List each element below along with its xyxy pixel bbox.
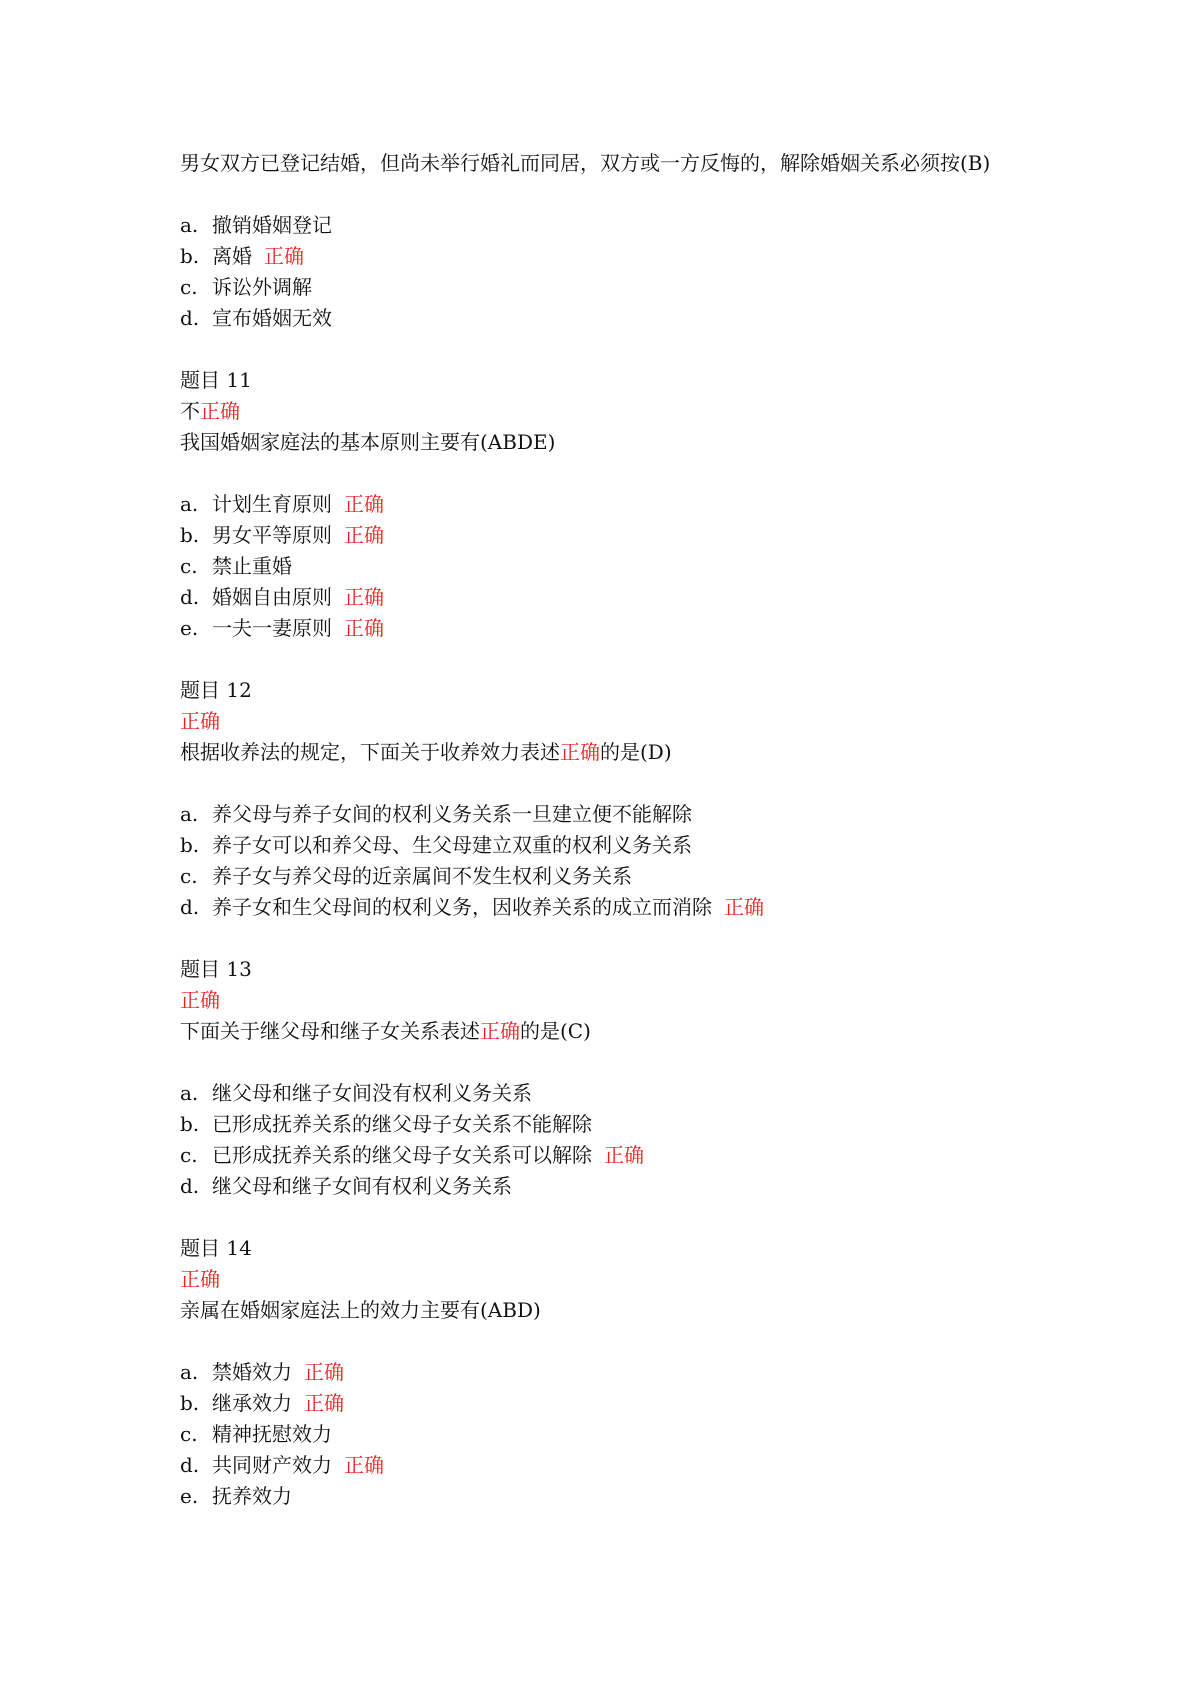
stem-text: 下面关于继父母和继子女关系表述 xyxy=(180,1019,480,1043)
status-prefix: 不 xyxy=(180,399,200,423)
q12-option-b xyxy=(180,830,1080,861)
stem-text: 的是(C) xyxy=(520,1019,591,1043)
stem-text: 根据收养法的规定，下面关于收养效力表述 xyxy=(180,740,560,764)
option-text: 养子女可以和养父母、生父母建立双重的权利义务关系 xyxy=(212,833,692,857)
q12-option-d xyxy=(180,892,1080,923)
option-text: 撤销婚姻登记 xyxy=(212,213,332,237)
option-letter: a. xyxy=(180,492,199,516)
correct-mark: 正确 xyxy=(344,1453,384,1477)
option-letter: c. xyxy=(180,864,198,888)
option-letter: a. xyxy=(180,1081,199,1105)
option-letter: b. xyxy=(180,833,200,857)
q11-status xyxy=(180,396,1080,427)
option-letter: d. xyxy=(180,585,200,609)
q11-stem: 我国婚姻家庭法的基本原则主要有(ABDE) xyxy=(180,430,556,454)
q14-option-c xyxy=(180,1419,1080,1450)
option-text: 已形成抚养关系的继父母子女关系不能解除 xyxy=(212,1112,592,1136)
option-text: 婚姻自由原则 xyxy=(212,585,332,609)
q12-option-c xyxy=(180,861,1080,892)
q13-title: 题目 13 xyxy=(180,957,252,981)
correct-mark: 正确 xyxy=(264,244,304,268)
q12-option-a xyxy=(180,799,1080,830)
option-letter: d. xyxy=(180,306,200,330)
stem-red-text: 正确 xyxy=(480,1019,520,1043)
option-letter: a. xyxy=(180,1360,199,1384)
correct-mark: 正确 xyxy=(344,492,384,516)
option-letter: c. xyxy=(180,1143,198,1167)
option-text: 养子女与养父母的近亲属间不发生权利义务关系 xyxy=(212,864,632,888)
correct-mark: 正确 xyxy=(604,1143,644,1167)
q13-option-b xyxy=(180,1109,1080,1140)
option-text: 抚养效力 xyxy=(212,1484,292,1508)
q12-status: 正确 xyxy=(180,709,220,733)
correct-mark: 正确 xyxy=(724,895,764,919)
correct-mark: 正确 xyxy=(344,616,384,640)
option-text: 禁止重婚 xyxy=(212,554,292,578)
q14-option-a xyxy=(180,1357,1080,1388)
option-text: 养子女和生父母间的权利义务，因收养关系的成立而消除 xyxy=(212,895,712,919)
q13-status: 正确 xyxy=(180,988,220,1012)
q13-stem xyxy=(180,1016,1080,1047)
option-letter: e. xyxy=(180,1484,199,1508)
q12-stem xyxy=(180,737,1080,768)
option-text: 离婚 xyxy=(212,244,252,268)
spacer xyxy=(180,458,1080,489)
q11-option-d xyxy=(180,582,1080,613)
status-red: 正确 xyxy=(200,399,240,423)
q14-option-d xyxy=(180,1450,1080,1481)
q11-option-b xyxy=(180,520,1080,551)
option-letter: c. xyxy=(180,1422,198,1446)
option-letter: c. xyxy=(180,275,198,299)
option-letter: b. xyxy=(180,1112,200,1136)
option-text: 一夫一妻原则 xyxy=(212,616,332,640)
q13-option-a xyxy=(180,1078,1080,1109)
q10-option-b xyxy=(180,241,1080,272)
q11-option-c xyxy=(180,551,1080,582)
q14-stem: 亲属在婚姻家庭法上的效力主要有(ABD) xyxy=(180,1298,541,1322)
option-letter: b. xyxy=(180,523,200,547)
q10-stem: 男女双方已登记结婚，但尚未举行婚礼而同居，双方或一方反悔的，解除婚姻关系必须按(B) xyxy=(180,151,991,175)
option-text: 继父母和继子女间没有权利义务关系 xyxy=(212,1081,532,1105)
option-text: 男女平等原则 xyxy=(212,523,332,547)
q14-option-b xyxy=(180,1388,1080,1419)
option-letter: c. xyxy=(180,554,198,578)
spacer xyxy=(180,644,1080,675)
correct-mark: 正确 xyxy=(344,523,384,547)
spacer xyxy=(180,334,1080,365)
q12-title: 题目 12 xyxy=(180,678,252,702)
option-letter: d. xyxy=(180,1174,200,1198)
q11-option-e xyxy=(180,613,1080,644)
option-text: 继父母和继子女间有权利义务关系 xyxy=(212,1174,512,1198)
option-text: 养父母与养子女间的权利义务关系一旦建立便不能解除 xyxy=(212,802,692,826)
q10-option-c xyxy=(180,272,1080,303)
option-letter: a. xyxy=(180,213,199,237)
q13-option-d xyxy=(180,1171,1080,1202)
correct-mark: 正确 xyxy=(304,1391,344,1415)
q13-option-c xyxy=(180,1140,1080,1171)
spacer xyxy=(180,923,1080,954)
option-letter: e. xyxy=(180,616,199,640)
spacer xyxy=(180,179,1080,210)
document-page xyxy=(180,148,1080,1512)
spacer xyxy=(180,1047,1080,1078)
option-letter: b. xyxy=(180,1391,200,1415)
option-text: 继承效力 xyxy=(212,1391,292,1415)
correct-mark: 正确 xyxy=(304,1360,344,1384)
q14-option-e xyxy=(180,1481,1080,1512)
option-letter: d. xyxy=(180,895,200,919)
option-text: 已形成抚养关系的继父母子女关系可以解除 xyxy=(212,1143,592,1167)
option-text: 宣布婚姻无效 xyxy=(212,306,332,330)
option-text: 禁婚效力 xyxy=(212,1360,292,1384)
stem-text: 的是(D) xyxy=(600,740,672,764)
q11-title: 题目 11 xyxy=(180,368,252,392)
option-text: 共同财产效力 xyxy=(212,1453,332,1477)
spacer xyxy=(180,768,1080,799)
q14-status: 正确 xyxy=(180,1267,220,1291)
option-letter: d. xyxy=(180,1453,200,1477)
stem-red-text: 正确 xyxy=(560,740,600,764)
option-letter: a. xyxy=(180,802,199,826)
spacer xyxy=(180,1202,1080,1233)
q10-option-a xyxy=(180,210,1080,241)
correct-mark: 正确 xyxy=(344,585,384,609)
spacer xyxy=(180,1326,1080,1357)
option-text: 诉讼外调解 xyxy=(212,275,312,299)
q14-title: 题目 14 xyxy=(180,1236,252,1260)
q10-option-d xyxy=(180,303,1080,334)
option-text: 精神抚慰效力 xyxy=(212,1422,332,1446)
q11-option-a xyxy=(180,489,1080,520)
option-text: 计划生育原则 xyxy=(212,492,332,516)
option-letter: b. xyxy=(180,244,200,268)
